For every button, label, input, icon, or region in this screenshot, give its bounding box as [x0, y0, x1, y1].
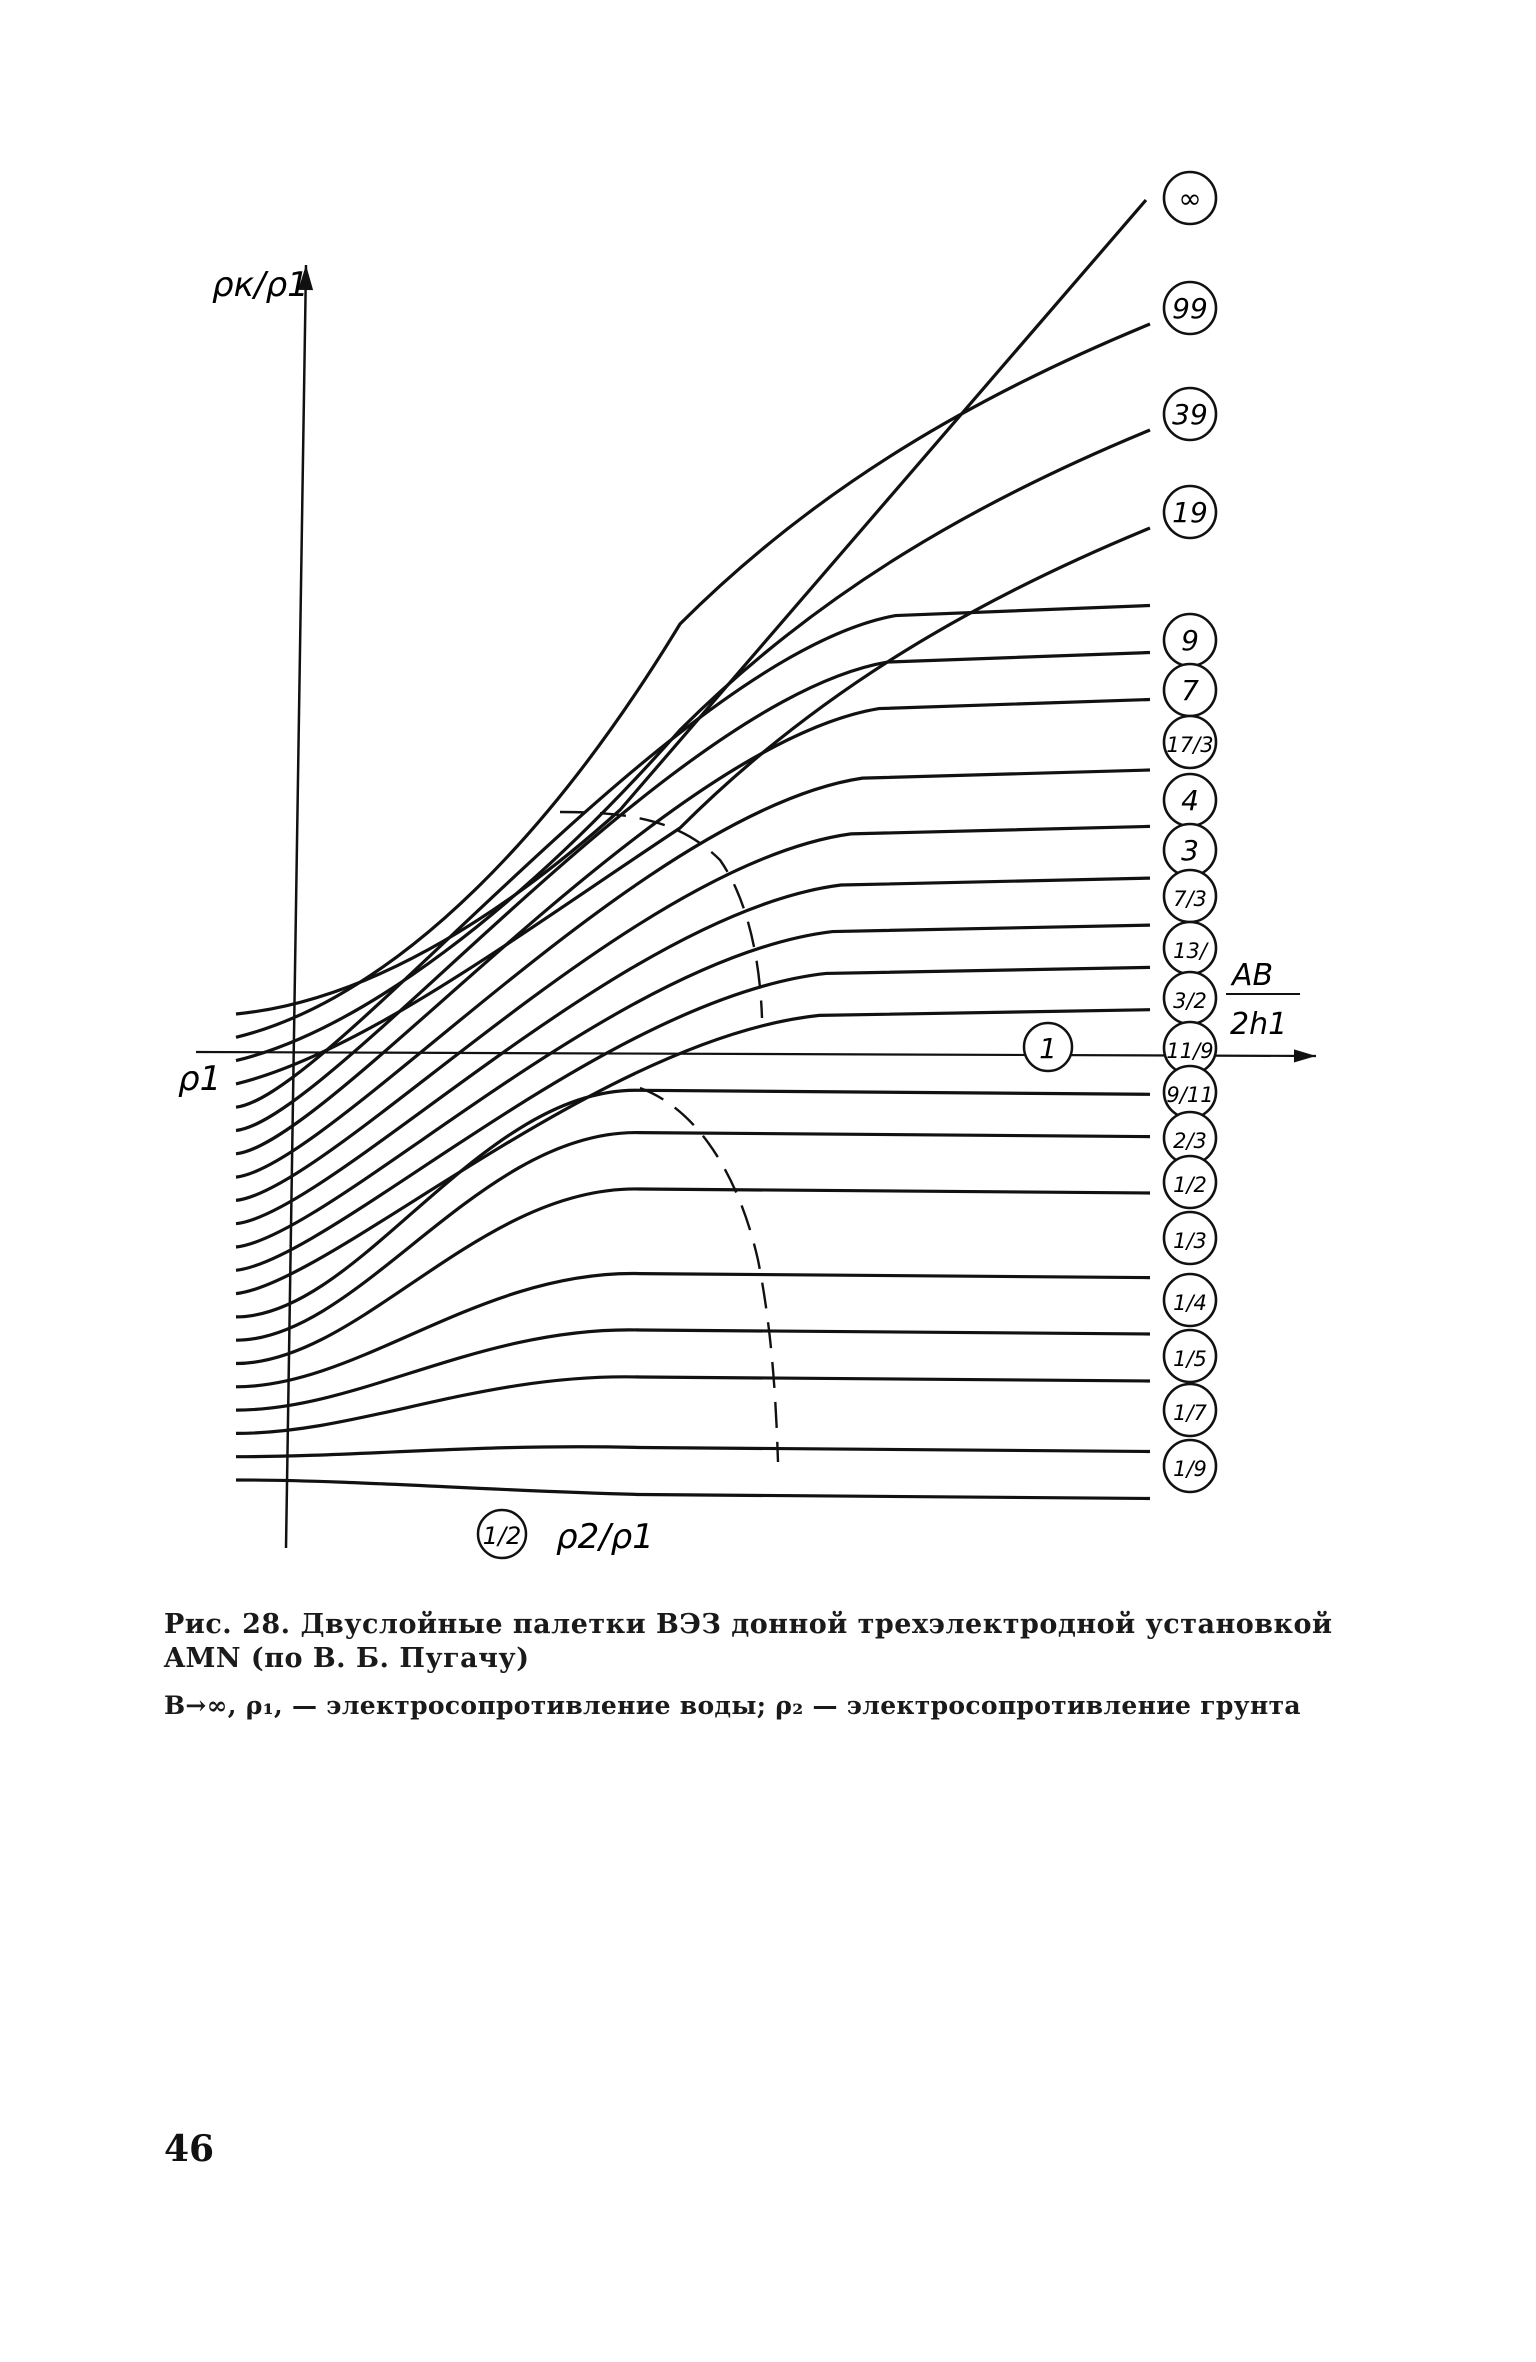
series-label: 19: [1172, 496, 1208, 529]
series-label: 99: [1172, 292, 1208, 325]
reference-curve-label: 1: [1039, 1032, 1057, 1065]
series-line-1-4: [236, 1330, 1150, 1410]
series-label: 11/9: [1166, 1039, 1214, 1063]
series-label: 1/9: [1173, 1457, 1207, 1481]
curves-group: [236, 200, 1150, 1499]
series-label: 7: [1181, 674, 1199, 707]
series-label: 1/3: [1173, 1229, 1207, 1253]
page-number: 46: [164, 2128, 215, 2170]
series-line-1-7: [236, 1447, 1150, 1457]
series-label: 2/3: [1173, 1129, 1207, 1153]
series-label: 9/11: [1166, 1083, 1214, 1107]
series-label: 1/4: [1173, 1291, 1207, 1315]
series-label: 39: [1172, 398, 1208, 431]
series-label: 4: [1181, 784, 1199, 817]
series-label: 1/7: [1173, 1401, 1207, 1425]
series-label: 3/2: [1173, 989, 1207, 1013]
legend-dashed-ratio: 1/2: [482, 1522, 522, 1550]
series-label: 13/: [1173, 939, 1207, 963]
series-label: 7/3: [1173, 887, 1207, 911]
series-label: 1/5: [1173, 1347, 1207, 1371]
series-label: 9: [1181, 624, 1199, 657]
y-axis: [286, 265, 306, 1548]
series-label: 17/3: [1166, 733, 1214, 757]
x-axis-label-denominator: 2h1: [1230, 1007, 1288, 1042]
series-line-9: [236, 606, 1150, 1108]
x-axis-label-numerator: AB: [1232, 958, 1274, 993]
legend-dashed-text: ρ2/ρ1: [556, 1517, 654, 1557]
x-axis: [196, 1052, 1316, 1056]
curve-labels-group: [1164, 172, 1216, 1492]
y-axis-label: ρк/ρ1: [212, 265, 309, 305]
series-label: 3: [1181, 834, 1199, 867]
series-label: 1/2: [1173, 1173, 1207, 1197]
series-label: ∞: [1178, 182, 1202, 215]
series-line-1-9: [236, 1480, 1150, 1499]
caption-title: Рис. 28. Двуслойные палетки ВЭЗ донной трехэлектродной установкой AMN (по В. Б. Пугачу): [164, 1609, 1333, 1674]
series-line-99: [236, 324, 1150, 1037]
rho1-reference-label: ρ1: [178, 1059, 222, 1099]
dashed-locus-upper: [560, 812, 762, 1018]
caption-note: B→∞, ρ₁, — электросопротивление воды; ρ₂ — электросопротивление грунта: [164, 1691, 1301, 1720]
figure-caption: [164, 1608, 1364, 1722]
series-line-39: [236, 430, 1150, 1061]
